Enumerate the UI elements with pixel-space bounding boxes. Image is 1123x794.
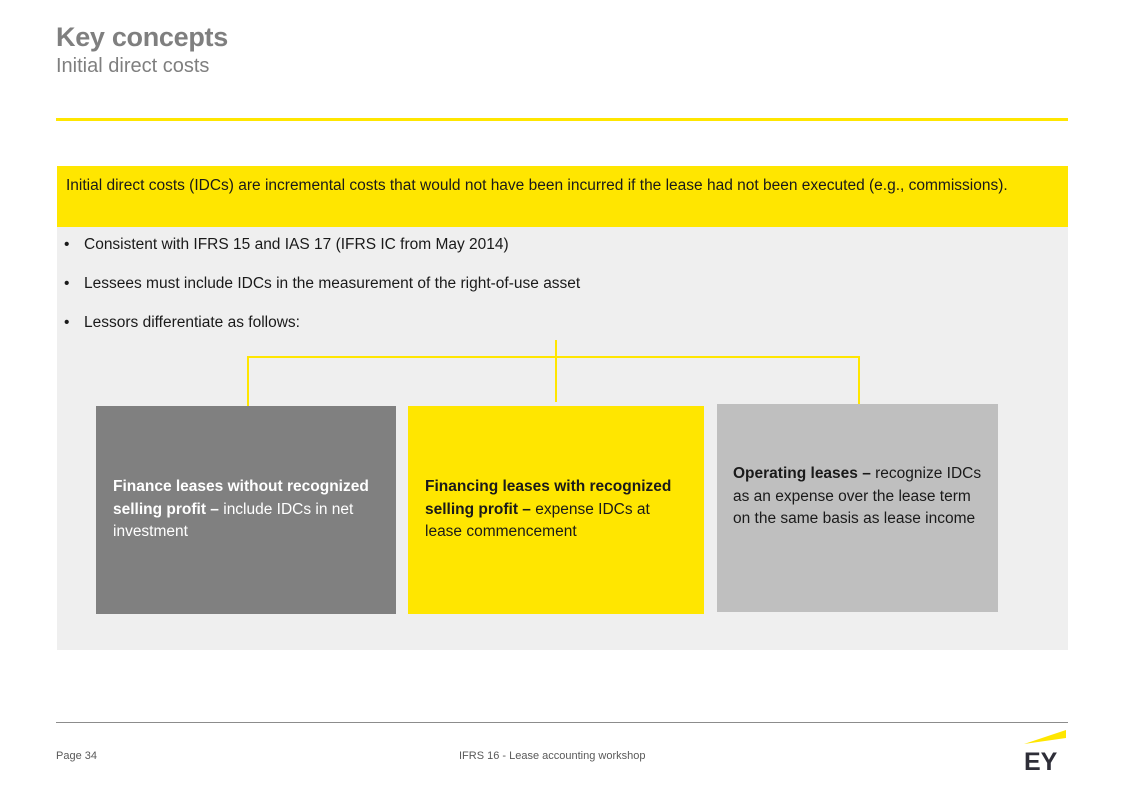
- bullet-item: [64, 273, 580, 312]
- connector-horizontal: [247, 356, 860, 358]
- definition-banner: Initial direct costs (IDCs) are incremental costs that would not have been incurred if the lease had not been executed (e.g., commissions).: [57, 166, 1068, 227]
- footer-title: IFRS 16 - Lease accounting workshop: [459, 750, 646, 762]
- footer-divider: [56, 722, 1068, 723]
- bullet-text: Lessors differentiate as follows:: [84, 314, 300, 331]
- bullet-text: Consistent with IFRS 15 and IAS 17 (IFRS IC from May 2014): [84, 236, 509, 253]
- connector-right: [858, 356, 860, 404]
- box-heading: Financing leases with recognized selling profit –: [425, 478, 672, 518]
- box-heading: Finance leases without recognized selling profit –: [113, 478, 369, 518]
- finance-lease-with-profit-box: [408, 406, 704, 614]
- bullet-dot-icon: •: [64, 314, 70, 331]
- page-title: Key concepts: [56, 22, 228, 52]
- bullet-text: Lessees must include IDCs in the measurement of the right-of-use asset: [84, 275, 581, 292]
- bullet-item: [64, 234, 580, 273]
- bullet-list: [64, 234, 580, 351]
- box-text: include IDCs in net investment: [113, 500, 354, 540]
- page-subtitle: Initial direct costs: [56, 55, 210, 77]
- box-text: expense IDCs at lease commencement: [425, 500, 650, 540]
- ey-logo-icon: [1022, 728, 1068, 774]
- title-divider: [56, 118, 1068, 121]
- bullet-dot-icon: •: [64, 236, 70, 253]
- operating-lease-box: [717, 404, 998, 612]
- box-text: recognize IDCs as an expense over the lease term on the same basis as lease income: [733, 465, 982, 527]
- box-heading: Operating leases –: [733, 465, 871, 482]
- finance-lease-no-profit-box: [96, 406, 396, 614]
- connector-trunk: [555, 340, 557, 402]
- svg-text:EY: EY: [1024, 748, 1058, 774]
- bullet-item: [64, 312, 580, 351]
- bullet-dot-icon: •: [64, 275, 70, 292]
- page-number: Page 34: [56, 750, 97, 762]
- connector-left: [247, 356, 249, 406]
